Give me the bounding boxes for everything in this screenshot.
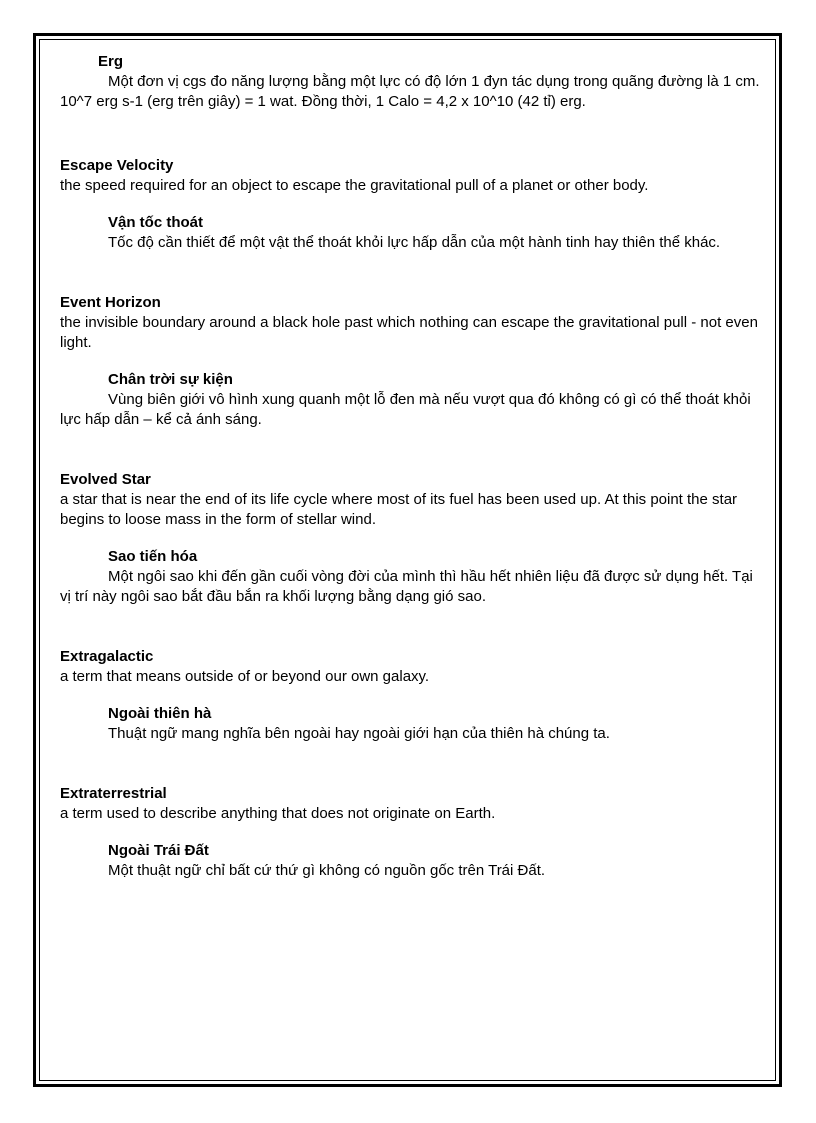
term-erg: Erg — [98, 53, 124, 70]
definition-en: the speed required for an object to escape the gravitational pull of a planet or other body. — [60, 177, 649, 194]
definition-vi: Một ngôi sao khi đến gần cuối vòng đời của mình thì hầu hết nhiên liệu đã được sử dụng hết. Tại vị trí này ngôi sao bắt đầu bắn ra khối lượng bằng dạng gió sao. — [60, 568, 753, 605]
term-en: Extragalactic — [60, 648, 154, 665]
glossary-content — [60, 52, 760, 881]
term-vi: Sao tiến hóa — [108, 548, 198, 565]
term-vi: Chân trời sự kiện — [108, 371, 233, 388]
entry-escape-velocity — [60, 156, 760, 253]
term-vi: Vận tốc thoát — [108, 214, 204, 231]
definition-en: the invisible boundary around a black hole past which nothing can escape the gravitational pull - not even light. — [60, 314, 758, 351]
vietnamese-block — [60, 704, 760, 744]
entry-extragalactic — [60, 647, 760, 744]
vietnamese-block — [60, 213, 760, 253]
term-en: Event Horizon — [60, 294, 161, 311]
definition-en: a term that means outside of or beyond our own galaxy. — [60, 668, 430, 685]
definition-en: a term used to describe anything that does not originate on Earth. — [60, 805, 496, 822]
spacer — [60, 607, 760, 647]
term-vi: Ngoài thiên hà — [108, 705, 212, 722]
term-en: Evolved Star — [60, 471, 151, 488]
spacer — [60, 744, 760, 784]
entry-erg — [60, 52, 760, 112]
entry-evolved-star — [60, 470, 760, 607]
definition-en: a star that is near the end of its life cycle where most of its fuel has been used up. At this point the star begins to loose mass in the form of stellar wind. — [60, 491, 738, 528]
vietnamese-block — [60, 841, 760, 881]
spacer — [60, 112, 760, 156]
vietnamese-block — [60, 547, 760, 607]
term-en: Escape Velocity — [60, 157, 174, 174]
definition-vi: Vùng biên giới vô hình xung quanh một lỗ đen mà nếu vượt qua đó không có gì có thể thoát khỏi lực hấp dẫn – kể cả ánh sáng. — [60, 391, 751, 428]
entry-extraterrestrial — [60, 784, 760, 881]
spacer — [60, 430, 760, 470]
spacer — [60, 253, 760, 293]
entry-event-horizon — [60, 293, 760, 430]
vietnamese-block — [60, 370, 760, 430]
definition-vi: Thuật ngữ mang nghĩa bên ngoài hay ngoài giới hạn của thiên hà chúng ta. — [108, 725, 610, 742]
note-erg: 10^7 erg s-1 (erg trên giây) = 1 wat. Đồng thời, 1 Calo = 4,2 x 10^10 (42 tỉ) erg. — [60, 93, 586, 110]
term-en: Extraterrestrial — [60, 785, 167, 802]
definition-vi: Một thuật ngữ chỉ bất cứ thứ gì không có nguồn gốc trên Trái Đất. — [108, 862, 546, 879]
term-vi: Ngoài Trái Đất — [108, 842, 209, 859]
definition-erg: Một đơn vị cgs đo năng lượng bằng một lực có độ lớn 1 đyn tác dụng trong quãng đường là 1 cm. — [108, 73, 760, 90]
definition-vi: Tốc độ cần thiết để một vật thể thoát khỏi lực hấp dẫn của một hành tinh hay thiên thể khác. — [108, 234, 721, 251]
